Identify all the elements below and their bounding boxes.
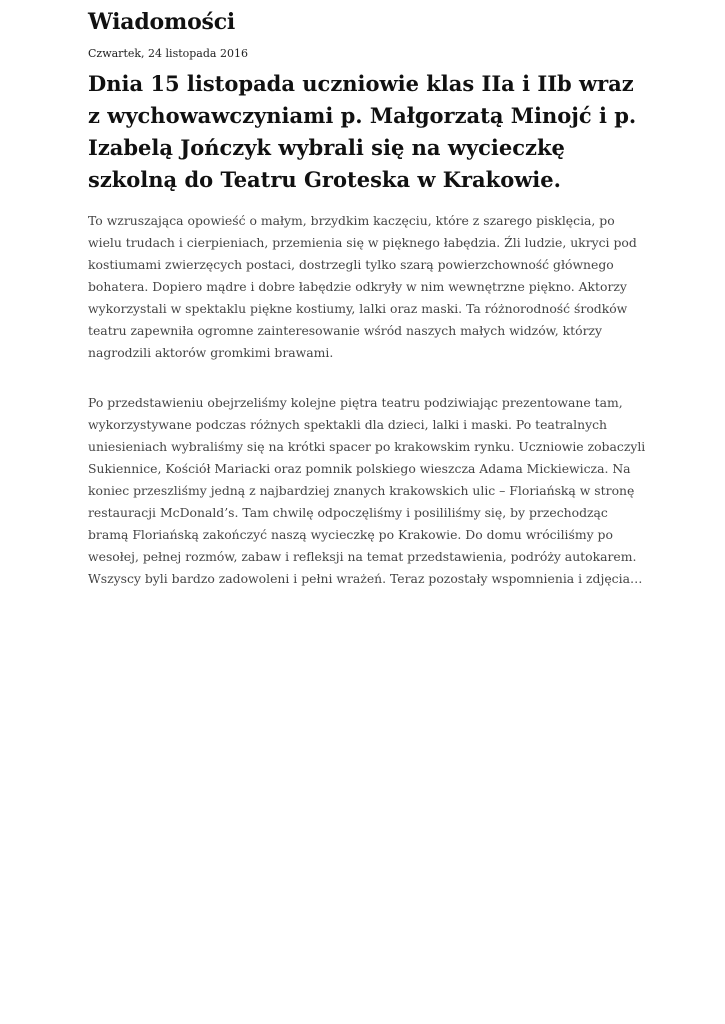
article-headline: Dnia 15 listopada uczniowie klas IIa i IIb wraz z wychowawczyniami p. Małgorzatą Minojć i p. Izabelą Jończyk wybrali się na wycieczkę szkolną do Teatru Groteska w Krakowie. xyxy=(88,71,637,192)
article-paragraph-1: To wzruszająca opowieść o małym, brzydkim kaczęciu, które z szarego pisklęcia, po wielu trudach i cierpieniach, przemienia się w pięknego łabędzia. Źli ludzie, ukryci pod kostiumami zwierzęcych postaci, dostrzegli tylko szarą powierzchowność głównego bohatera. Dopiero mądre i dobre łabędzie odkryły w nim wewnętrzne piękno. Aktorzy wykorzystali w spektaklu piękne kostiumy, lalki oraz maski. Ta różnorodność środków teatru zapewniła ogromne zainteresowanie wśród naszych małych widzów, którzy nagrodzili aktorów gromkimi brawami. xyxy=(88,213,637,360)
section-title: Wiadomości xyxy=(88,9,236,35)
article-date: Czwartek, 24 listopada 2016 xyxy=(88,47,248,60)
article-paragraph-2: Po przedstawieniu obejrzeliśmy kolejne piętra teatru podziwiając prezentowane tam, wykorzystywane podczas różnych spektakli dla dzieci, lalki i maski. Po teatralnych uniesieniach wybraliśmy się na krótki spacer po krakowskim rynku. Uczniowie zobaczyli Sukiennice, Kościół Mariacki oraz pomnik polskiego wieszcza Adama Mickiewicza. Na koniec przeszliśmy jedną z najbardziej znanych krakowskich ulic – Floriańską w stronę restauracji McDonald’s. Tam chwilę odpoczęliśmy i posililiśmy się, by przechodząc bramą Floriańską zakończyć naszą wycieczkę po Krakowie. Do domu wróciliśmy po wesołej, pełnej rozmów, zabaw i refleksji na temat przedstawienia, podróży autokarem. Wszyscy byli bardzo zadowoleni i pełni wrażeń. Teraz pozostały wspomnienia i zdjęcia… xyxy=(88,395,646,586)
